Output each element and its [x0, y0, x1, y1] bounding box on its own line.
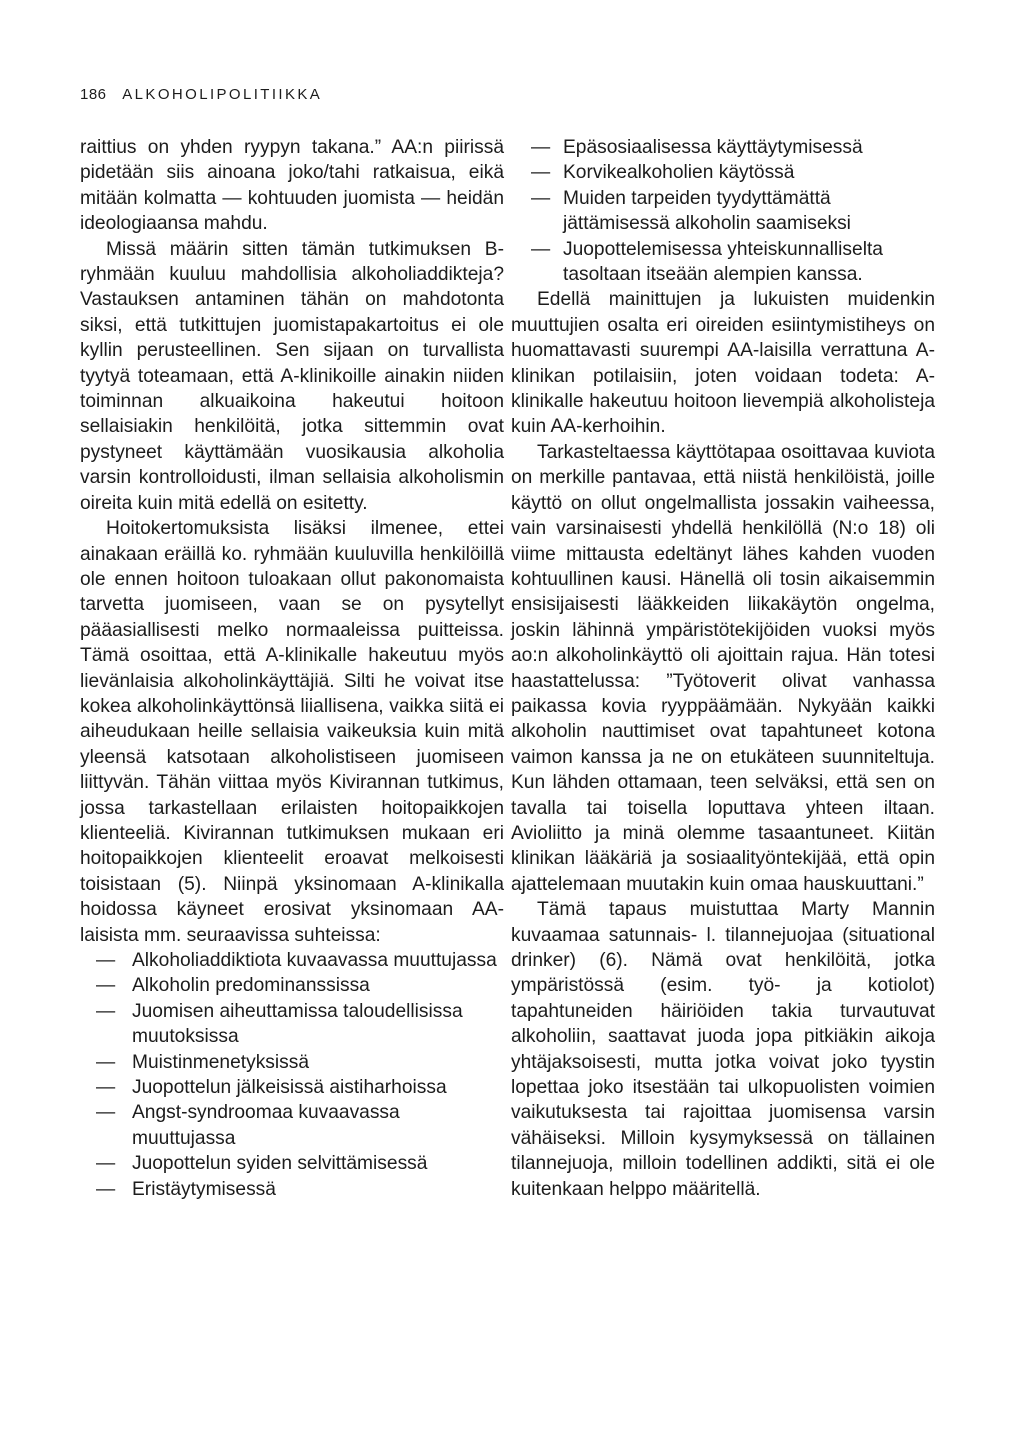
list-item: — Muistinmenetyksissä: [80, 1050, 504, 1075]
list-item: — Muiden tarpeiden tyydyttämättä jättämisessä alkoholin saamiseksi: [511, 186, 935, 237]
running-header: [80, 86, 322, 103]
list-item: — Juopottelemisessa yhteiskunnalliselta tasoltaan itseään alempien kanssa.: [511, 237, 935, 288]
list-item: — Alkoholiaddiktiota kuvaavassa muuttujassa: [80, 948, 504, 973]
list-item: — Juomisen aiheuttamissa taloudellisissa muutoksissa: [80, 999, 504, 1050]
list-item: — Korvikealkoholien käytössä: [511, 160, 935, 185]
list-item: — Angst-syndroomaa kuvaavassa muuttujassa: [80, 1100, 504, 1151]
list-item: — Juopottelun syiden selvittämisessä: [80, 1151, 504, 1176]
comparison-list-continued: [511, 135, 935, 287]
paragraph: Tämä tapaus muistuttaa Marty Mannin kuvaamaa satunnais- l. tilannejuojaa (situational drinker) (6). Nämä ovat henkilöitä, jotka ympäristössä (esim. työ- ja kotiolot) tapahtuneiden häiriöiden takia turvautuvat alkoholiin, saattavat juoda jopa pitkiäkin aikoja yhtäjaksoisesti, mutta jotka voivat joko tyystin lopettaa joko itsestään tai ulkopuolisten voimien vaikutuksesta tai rajoittaa juomisensa varsin vähäiseksi. Milloin kysymyksessä on tällainen tilannejuoja, milloin todellinen addikti, sitä ei ole kuitenkaan helppo määritellä.: [511, 899, 935, 1200]
paragraph: raittius on yhden ryypyn takana.” AA:n piirissä pidetään siis ainoana joko/tahi ratkaisua, eikä mitään kolmatta — kohtuuden juomista — heidän ideologiaansa mahdu.: [80, 137, 504, 235]
paragraph: Hoitokertomuksista lisäksi ilmenee, ettei ainakaan eräillä ko. ryhmään kuuluvilla henkilöillä ole ennen hoitoon tuloakaan ollut pakonomaista tarvetta juomiseen, vaan se on pysytellyt pääasiallisesti melko normaaleissa puitteissa. Tämä osoittaa, että A-klinikalle hakeutuu myös lievänlaisia alkoholinkäyttäjiä. Silti he voivat itse kokea alkoholinkäyttönsä liiallisena, vaikka siitä ei aiheudukaan heille sellaisia vaikeuksia kuin mitä yleensä katsotaan alkoholistiseen juomiseen liittyvän. Tähän viittaa myös Kivirannan tutkimus, jossa tarkastellaan erilaisten hoitopaikkojen klienteeliä. Kivirannan tutkimuksen mukaan eri hoitopaikkojen klienteelit eroavat melkoisesti toisistaan (5). Niinpä yksinomaan A-klinikalla hoidossa käyneet erosivat yksinomaan AA-laisista mm. seuraavissa suhteissa:: [80, 518, 504, 946]
paragraph: Edellä mainittujen ja lukuisten muidenkin muuttujien osalta eri oireiden esiintymistiheys on huomattavasti suurempi AA-laisilla verrattuna A-klinikan potilaisiin, joten voidaan todeta: A-klinikalle hakeutuu hoitoon lievempiä alkoholisteja kuin AA-kerhoihin.: [511, 289, 935, 438]
paragraph: Tarkasteltaessa käyttötapaa osoittavaa kuviota on merkille pantavaa, että niistä henkilöistä, joille käyttö on ollut ongelmallista jossakin vaiheessa, vain varsinaisesti yhdellä henkilöllä (N:o 18) oli viime mittausta edeltänyt lähes kahden vuoden kohtuullinen kausi. Hänellä oli tosin aikaisemmin ensisijaisesti lääkkeiden liikakäytön ongelma, joskin lähinnä ympäristötekijöiden vuoksi myös ao:n alkoholinkäyttö oli ajoittain rajua. Hän totesi haastattelussa: ”Työtoverit olivat vanhassa paikassa kovia ryyppäämään. Nykyään kaikki alkoholin nauttimiset ovat tapahtuneet kotona vaimon kanssa ja ne on etukäteen suunniteltuja. Kun lähden ottamaan, teen selväksi, että sen on tavalla tai toisella loputtava yhteen iltaan. Avioliitto ja minä olemme tasaantuneet. Kiitän klinikan lääkäriä ja sosiaalityöntekijää, että opin ajattelemaan muutakin kuin omaa hauskuuttani.”: [511, 441, 935, 895]
list-item: — Alkoholin predominanssissa: [80, 973, 504, 998]
list-item: — Juopottelun jälkeisissä aistiharhoissa: [80, 1075, 504, 1100]
comparison-list: [80, 948, 504, 1202]
right-column: [511, 135, 935, 1202]
list-item: — Eristäytymisessä: [80, 1177, 504, 1202]
list-item: — Epäsosiaalisessa käyttäytymisessä: [511, 135, 935, 160]
running-title: ALKOHOLIPOLITIIKKA: [122, 86, 323, 103]
left-column: [80, 135, 504, 1202]
page-number: 186: [80, 86, 107, 103]
paragraph: Missä määrin sitten tämän tutkimuksen B-ryhmään kuuluu mahdollisia alkoholiaddikteja? Vastauksen antaminen tähän on mahdotonta siksi, että tutkittujen juomistapakartoitus ei ole kyllin perusteellinen. Sen sijaan on turvallista tyytyä toteamaan, että A-klinikoille ainakin niiden toiminnan alkuaikoina hakeutui hoitoon sellaisiakin henkilöitä, jotka sittemmin ovat pystyneet käyttämään vuosikausia alkoholia varsin kontrolloidusti, ilman sellaisia alkoholismin oireita kuin mitä edellä on esitetty.: [80, 238, 504, 514]
